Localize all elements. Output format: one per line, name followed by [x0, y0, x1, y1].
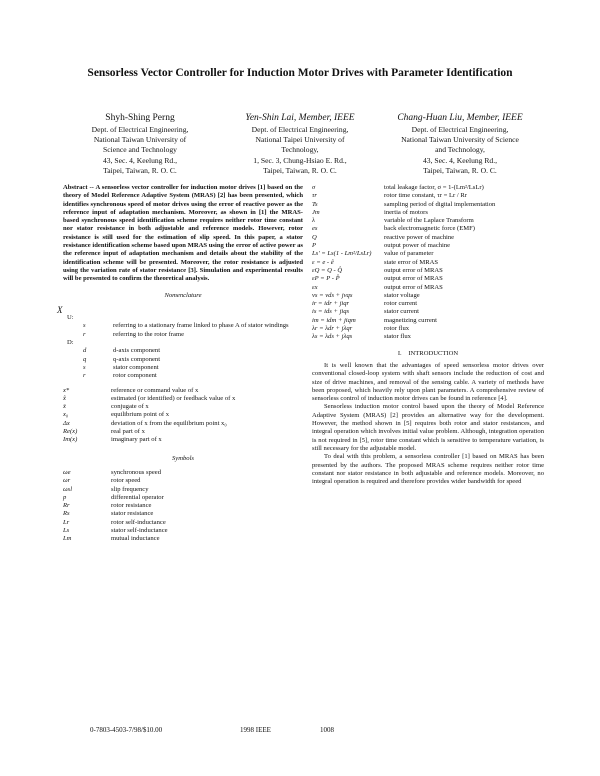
symbol-row: [312, 275, 544, 283]
symbol-row: [312, 217, 544, 225]
symbol: ir = idr + jiqr: [312, 300, 350, 308]
symbol-description: deviation of x from the equilibrium point x₀: [111, 419, 227, 427]
symbol: s: [83, 363, 86, 371]
symbol-description: referring to the rotor frame: [113, 330, 185, 338]
symbol: Lm: [63, 535, 72, 543]
symbol-row: [63, 372, 303, 380]
symbol: τr: [312, 192, 317, 200]
symbol-row: [312, 300, 544, 308]
symbol-row: [312, 284, 544, 292]
symbol-row: [312, 242, 544, 250]
left-column: [57, 184, 303, 544]
symbol-description: rotor resistance: [111, 502, 152, 510]
symbol: r: [83, 372, 86, 380]
symbol-row: [63, 347, 303, 355]
symbol-row: [312, 308, 544, 316]
symbol-row: [63, 502, 303, 510]
symbol-row: [312, 184, 544, 192]
symbol: ωsl: [63, 485, 73, 493]
symbol-description: stator voltage: [384, 291, 420, 299]
symbol-description: synchronous speed: [111, 468, 161, 476]
symbol: εx: [312, 283, 318, 291]
symbol: Ls: [63, 526, 70, 534]
symbol: ωr: [63, 477, 71, 485]
nomenclature-base-symbol: X: [57, 304, 63, 315]
symbol: r: [83, 330, 86, 338]
symbol-row: [312, 317, 544, 325]
symbol: ωe: [63, 468, 71, 476]
intro-paragraph: It is well known that the advantages of speed sensorless motor drives over conventional closed-loop system with shaft sensors include the reduction of cost and size of drive machines, and removal of the sensing cable. A variety of methods have been proposed, which heavily rely upon plant parameters. A comprehensive review of sensorless control of induction motor drives can be found in reference [4].: [312, 361, 544, 403]
symbol-description: output error of MRAS: [384, 266, 443, 274]
symbol-description: rotor time constant, τr = Lr / Rr: [384, 192, 467, 200]
symbol-row: [312, 192, 544, 200]
symbol-description: equilibrium point of x: [111, 411, 170, 419]
author-affil-line: 1, Sec. 3, Chung-Hsiao E. Rd.,: [253, 155, 347, 165]
symbol-description: rotor current: [384, 300, 418, 308]
symbol-description: stator self-inductance: [111, 526, 168, 534]
symbol-description: referring to a stationary frame linked to phase A of stator windings: [113, 322, 289, 330]
symbol-row: [63, 420, 303, 428]
d-list: [63, 347, 303, 380]
symbol-description: output error of MRAS: [384, 283, 443, 291]
section-title: INTRODUCTION: [408, 349, 459, 357]
symbol: Rs: [63, 510, 70, 518]
symbol-row: [63, 403, 303, 411]
symbol-row: [312, 250, 544, 258]
symbol-row: [63, 469, 303, 477]
author-affil-line: Taipei, Taiwan, R. O. C.: [423, 165, 497, 175]
symbol-row: [312, 225, 544, 233]
symbol-row: [63, 356, 303, 364]
symbol-row: [63, 411, 303, 419]
symbol-description: inertia of motors: [384, 208, 428, 216]
author-name: Chang-Huan Liu, Member, IEEE: [397, 113, 523, 123]
author-affil-line: and Technology,: [435, 145, 485, 155]
symbol-row: [63, 395, 303, 403]
author-affil-line: Dept. of Electrical Engineering,: [251, 125, 349, 134]
symbol-description: rotor speed: [111, 477, 141, 485]
symbol: λr = λdr + jλqr: [312, 325, 353, 333]
symbol: Im(x): [63, 436, 78, 444]
author-name: Yen-Shin Lai, Member, IEEE: [245, 113, 355, 123]
author-affil-line: National Taipei University of: [255, 135, 345, 145]
u-label: U:: [67, 314, 74, 322]
symbol: x*: [63, 386, 70, 394]
symbol-description: output error of MRAS: [384, 275, 443, 283]
symbol-description: q-axis component: [113, 355, 161, 363]
symbol-row: [63, 331, 303, 339]
symbol-row: [63, 510, 303, 518]
symbol-row: [312, 234, 544, 242]
symbol-row: [312, 333, 544, 341]
symbol-row: [63, 436, 303, 444]
symbol-description: total leakage factor, σ = 1-(Lm²/LsLr): [384, 184, 484, 191]
author-affil-line: Science and Technology: [103, 145, 177, 155]
symbol: Rr: [63, 502, 70, 510]
symbol: x₀: [63, 411, 69, 419]
symbol-description: rotor flux: [384, 325, 410, 333]
symbol-description: rotor component: [113, 372, 157, 380]
symbol-row: [312, 201, 544, 209]
footer-page-number: 1008: [320, 726, 334, 734]
symbol: im = idm + jiqm: [312, 316, 356, 324]
symbol-row: [63, 322, 303, 330]
symbol-description: stator current: [384, 308, 419, 316]
author-3: [380, 112, 540, 176]
symbol-description: back electromagnetic force (EMF): [384, 225, 475, 233]
symbol-description: stator component: [113, 363, 159, 371]
u-list: [63, 322, 303, 339]
right-column: [312, 184, 544, 486]
symbol: Q: [312, 233, 317, 241]
symbol-description: mutual inductance: [111, 535, 160, 543]
symbol-description: rotor self-inductance: [111, 518, 166, 526]
symbol-description: conjugate of x: [111, 403, 149, 411]
symbol-row: [63, 535, 303, 543]
definitions-list: [63, 387, 303, 445]
author-affil-line: 43, Sec. 4, Keelung Rd.,: [422, 155, 498, 165]
symbol-row: [312, 259, 544, 267]
author-name: Shyh-Shing Perng: [105, 113, 175, 123]
section-number: I.: [397, 349, 402, 357]
paper-title: Sensorless Vector Controller for Induction Motor Drives with Parameter Identification: [87, 67, 513, 79]
symbol: Ls' = Ls(1 - Lm²/LsLr): [312, 250, 372, 258]
author-affil-line: National Taiwan University of: [93, 135, 187, 145]
symbol-row: [63, 428, 303, 436]
symbol-row: [63, 519, 303, 527]
symbol-row: [312, 267, 544, 275]
footer-copyright: 1998 IEEE: [240, 726, 271, 734]
symbol-description: slip frequency: [111, 485, 149, 493]
intro-paragraph: Sensorless induction motor control based upon the theory of Model Reference Adaptive System (MRAS) [2] provides an alternative way for the development. However, the method shown in [5] requires both rotor and stator resistances, and integral operation which involves initial value problem. Although, integration operation is not required in [5], rotor time constant which is sensitive to temperature variation, is still necessary for the adjustable model.: [312, 403, 544, 452]
symbol-row: [312, 209, 544, 217]
author-affil-line: Taipei, Taiwan, R. O. C.: [263, 165, 337, 175]
symbol: is = ids + jiqs: [312, 308, 350, 316]
symbol-description: sampling period of digital implementation: [384, 200, 496, 208]
symbol-description: real part of x: [111, 428, 145, 436]
author-affil-line: Dept. of Electrical Engineering,: [411, 125, 509, 134]
symbol: Δx: [63, 419, 70, 427]
symbol-row: [63, 387, 303, 395]
symbol: x̄: [63, 403, 66, 411]
author-affil-line: National Taiwan University of Science: [401, 135, 519, 145]
symbol-description: d-axis component: [113, 347, 161, 355]
symbol: ε = e - ê: [312, 258, 334, 266]
symbol: εQ = Q - Q̂: [312, 266, 343, 274]
symbol-description: differential operator: [111, 493, 164, 501]
d-label: D:: [67, 339, 74, 347]
symbol: Lr: [63, 518, 70, 526]
symbol-description: reference or command value of x: [111, 386, 199, 394]
symbol-description: variable of the Laplace Transform: [384, 217, 474, 225]
symbol-row: [63, 477, 303, 485]
author-affil-line: Taipei, Taiwan, R. O. C.: [103, 165, 177, 175]
nomenclature-heading: Nomenclature: [164, 291, 202, 299]
symbol-row: [63, 486, 303, 494]
author-affil-line: Technology,: [281, 145, 319, 155]
symbol-row: [312, 325, 544, 333]
symbol-row: [63, 494, 303, 502]
symbol: q: [83, 355, 87, 363]
author-1: [60, 112, 220, 176]
symbol: λ: [312, 217, 315, 225]
symbol-description: value of parameter: [384, 250, 434, 258]
symbol: Jm: [312, 208, 320, 216]
author-2: [220, 112, 380, 176]
symbol-description: stator resistance: [111, 510, 154, 518]
symbol: Ts: [312, 200, 318, 208]
symbol: s: [83, 322, 86, 330]
symbol: Re(x): [63, 428, 78, 436]
symbols-list: [63, 469, 303, 544]
symbol: es: [312, 225, 318, 233]
symbol-row: [63, 527, 303, 535]
symbol: εP = P - P̂: [312, 275, 340, 283]
symbol-description: state error of MRAS: [384, 258, 439, 266]
symbol: x̂: [63, 394, 66, 402]
symbols-heading: Symbols: [172, 454, 194, 462]
symbol: p: [63, 493, 67, 501]
symbol-description: imaginary part of x: [111, 436, 162, 444]
symbol-description: magnetizing current: [384, 316, 437, 324]
right-symbols-list: [312, 184, 544, 342]
symbol: λs = λds + jλqs: [312, 333, 353, 341]
symbol: σ: [312, 184, 316, 191]
abstract: Abstract -- A sensorless vector controller for induction motor drives [1] based on the theory of Model Reference Adaptive System (MRAS) [2] has been presented, which identifies synchronous speed of motor drives using the error of reactive power as the reference input of adaptation mechanism. Moreover, as shown in [1] the MRAS-based synchronous speed identification scheme requires neither rotor time constant nor stator resistance in both adjustable and reference models. However, rotor resistance is still used for the estimation of slip speed. In this paper, a stator resistance identification scheme based upon MRAS using the error of active power as the reference input of adaptation mechanism and details about the stability of the identification scheme will be presented. Moreover, the rotor resistance is adjusted using the variation rate of stator resistance [3]. Simulation and experimental results will be presented to confirm the theoretical analysis.: [63, 184, 303, 283]
symbol: P: [312, 242, 317, 250]
symbol-description: estimated (or identified) or feedback value of x: [111, 394, 236, 402]
footer-code: 0-7803-4503-7/98/$10.00: [90, 726, 163, 734]
section-heading: [312, 350, 544, 358]
author-affil-line: 43, Sec. 4, Keelung Rd.,: [102, 155, 178, 165]
symbol-row: [312, 292, 544, 300]
symbol: vs = vds + jvqs: [312, 291, 353, 299]
intro-paragraph: To deal with this problem, a sensorless controller [1] based on MRAS has been presented by the authors. The proposed MRAS scheme requires neither rotor time constant nor stator resistance in both adjustable and reference models. Moreover, no integral operation is required and therefore provides wider bandwidth for speed: [312, 453, 544, 486]
symbol-description: reactive power of machine: [384, 233, 455, 241]
author-affil-line: Dept. of Electrical Engineering,: [91, 125, 189, 134]
symbol: d: [83, 347, 87, 355]
symbol-description: output power of machine: [384, 242, 451, 250]
symbol-row: [63, 364, 303, 372]
symbol-description: stator flux: [384, 333, 411, 341]
